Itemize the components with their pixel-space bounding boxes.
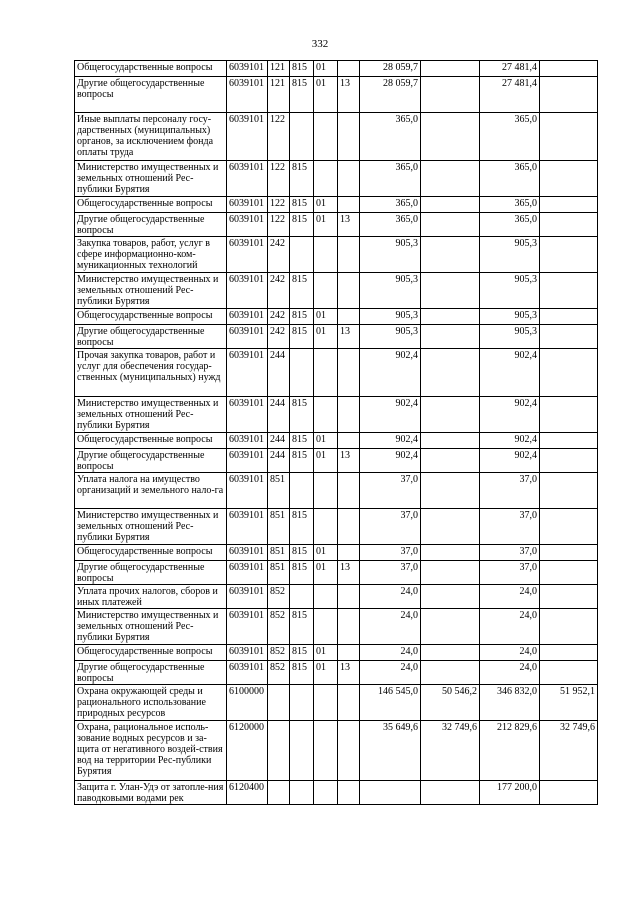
row-value-2	[421, 349, 480, 397]
table-row	[75, 77, 598, 113]
row-vr-code: 852	[268, 609, 290, 645]
row-pr-code	[338, 721, 360, 781]
row-value-3: 24,0	[480, 645, 540, 661]
row-rz-code: 01	[314, 661, 338, 685]
row-csr-code: 6100000	[227, 685, 268, 721]
table-row	[75, 113, 598, 161]
row-pr-code: 13	[338, 449, 360, 473]
table-row	[75, 197, 598, 213]
row-csr-code: 6039101	[227, 349, 268, 397]
row-csr-code: 6039101	[227, 213, 268, 237]
row-vr-code: 851	[268, 545, 290, 561]
row-pr-code	[338, 161, 360, 197]
table-row	[75, 661, 598, 685]
row-rz-code	[314, 397, 338, 433]
row-value-4	[540, 61, 598, 77]
row-grbs-code: 815	[290, 213, 314, 237]
table-row	[75, 781, 598, 805]
table-row	[75, 545, 598, 561]
row-value-1: 24,0	[360, 585, 421, 609]
row-name: Уплата налога на имущество организаций и земельного нало-га	[75, 473, 227, 509]
row-pr-code	[338, 397, 360, 433]
row-csr-code: 6039101	[227, 449, 268, 473]
row-grbs-code	[290, 473, 314, 509]
row-value-4	[540, 585, 598, 609]
row-grbs-code	[290, 349, 314, 397]
row-value-1	[360, 781, 421, 805]
row-grbs-code: 815	[290, 645, 314, 661]
row-csr-code: 6039101	[227, 433, 268, 449]
row-pr-code: 13	[338, 561, 360, 585]
row-csr-code: 6039101	[227, 609, 268, 645]
row-vr-code: 851	[268, 509, 290, 545]
row-grbs-code: 815	[290, 661, 314, 685]
row-value-2	[421, 213, 480, 237]
row-grbs-code: 815	[290, 609, 314, 645]
table-row	[75, 349, 598, 397]
row-value-3: 37,0	[480, 473, 540, 509]
row-value-3: 905,3	[480, 325, 540, 349]
row-csr-code: 6120000	[227, 721, 268, 781]
row-pr-code	[338, 113, 360, 161]
row-value-2	[421, 585, 480, 609]
row-grbs-code: 815	[290, 545, 314, 561]
row-name: Общегосударственные вопросы	[75, 645, 227, 661]
row-value-1: 905,3	[360, 273, 421, 309]
row-vr-code: 851	[268, 561, 290, 585]
row-vr-code: 122	[268, 161, 290, 197]
row-name: Охрана, рациональное исполь-зование водных ресурсов и за-щита от негативного воздей-ствия вод на территории Рес-публики Бурятия	[75, 721, 227, 781]
row-name: Министерство имущественных и земельных отношений Рес-публики Бурятия	[75, 161, 227, 197]
row-name: Другие общегосударственные вопросы	[75, 561, 227, 585]
row-value-2	[421, 561, 480, 585]
table-row	[75, 561, 598, 585]
row-value-3: 37,0	[480, 545, 540, 561]
row-pr-code: 13	[338, 77, 360, 113]
row-value-4	[540, 113, 598, 161]
row-csr-code: 6039101	[227, 77, 268, 113]
row-value-1: 905,3	[360, 309, 421, 325]
row-value-3: 365,0	[480, 161, 540, 197]
row-grbs-code: 815	[290, 325, 314, 349]
row-value-3: 905,3	[480, 237, 540, 273]
table-row	[75, 273, 598, 309]
row-rz-code: 01	[314, 545, 338, 561]
row-value-3: 365,0	[480, 197, 540, 213]
row-grbs-code	[290, 237, 314, 273]
row-value-4	[540, 545, 598, 561]
row-csr-code: 6039101	[227, 661, 268, 685]
row-value-1: 28 059,7	[360, 77, 421, 113]
row-pr-code	[338, 433, 360, 449]
row-grbs-code: 815	[290, 77, 314, 113]
table-row	[75, 645, 598, 661]
row-value-4	[540, 473, 598, 509]
row-value-2	[421, 473, 480, 509]
row-pr-code	[338, 609, 360, 645]
row-vr-code: 242	[268, 309, 290, 325]
row-value-4: 51 952,1	[540, 685, 598, 721]
row-value-2	[421, 781, 480, 805]
row-vr-code: 122	[268, 197, 290, 213]
row-pr-code	[338, 237, 360, 273]
row-pr-code	[338, 545, 360, 561]
row-value-2	[421, 449, 480, 473]
row-vr-code: 121	[268, 77, 290, 113]
row-name: Защита г. Улан-Удэ от затопле-ния паводковыми водами рек	[75, 781, 227, 805]
row-csr-code: 6039101	[227, 509, 268, 545]
row-value-1: 28 059,7	[360, 61, 421, 77]
row-pr-code: 13	[338, 213, 360, 237]
row-value-2	[421, 325, 480, 349]
row-vr-code: 242	[268, 273, 290, 309]
row-pr-code	[338, 349, 360, 397]
table-body	[75, 61, 598, 805]
row-value-1: 365,0	[360, 197, 421, 213]
row-grbs-code	[290, 685, 314, 721]
row-rz-code	[314, 161, 338, 197]
table-row	[75, 721, 598, 781]
row-value-1: 365,0	[360, 161, 421, 197]
row-grbs-code: 815	[290, 397, 314, 433]
row-name: Общегосударственные вопросы	[75, 545, 227, 561]
row-grbs-code: 815	[290, 509, 314, 545]
row-rz-code	[314, 113, 338, 161]
row-value-1: 365,0	[360, 113, 421, 161]
table-row	[75, 325, 598, 349]
row-name: Министерство имущественных и земельных отношений Рес-публики Бурятия	[75, 609, 227, 645]
row-grbs-code	[290, 585, 314, 609]
row-rz-code: 01	[314, 433, 338, 449]
row-vr-code	[268, 781, 290, 805]
row-name: Общегосударственные вопросы	[75, 309, 227, 325]
row-pr-code	[338, 273, 360, 309]
row-csr-code: 6039101	[227, 325, 268, 349]
table-row	[75, 685, 598, 721]
table-row	[75, 509, 598, 545]
row-value-2	[421, 609, 480, 645]
row-value-3: 902,4	[480, 433, 540, 449]
row-value-1: 902,4	[360, 397, 421, 433]
row-rz-code	[314, 685, 338, 721]
row-value-4	[540, 433, 598, 449]
row-value-3: 902,4	[480, 349, 540, 397]
row-grbs-code: 815	[290, 61, 314, 77]
row-grbs-code	[290, 113, 314, 161]
row-value-3: 27 481,4	[480, 61, 540, 77]
table-row	[75, 397, 598, 433]
row-name: Охрана окружающей среды и рационального использование природных ресурсов	[75, 685, 227, 721]
row-rz-code: 01	[314, 449, 338, 473]
row-value-4	[540, 309, 598, 325]
row-value-2	[421, 61, 480, 77]
row-name: Министерство имущественных и земельных отношений Рес-публики Бурятия	[75, 273, 227, 309]
row-value-1: 902,4	[360, 449, 421, 473]
row-value-4	[540, 509, 598, 545]
row-vr-code: 852	[268, 585, 290, 609]
row-csr-code: 6120400	[227, 781, 268, 805]
row-value-4: 32 749,6	[540, 721, 598, 781]
row-grbs-code: 815	[290, 197, 314, 213]
row-name: Закупка товаров, работ, услуг в сфере информационно-ком-муникационных технологий	[75, 237, 227, 273]
row-name: Другие общегосударственные вопросы	[75, 325, 227, 349]
row-vr-code: 242	[268, 237, 290, 273]
row-value-4	[540, 77, 598, 113]
row-rz-code: 01	[314, 645, 338, 661]
row-value-4	[540, 197, 598, 213]
row-csr-code: 6039101	[227, 561, 268, 585]
table-row	[75, 61, 598, 77]
row-value-3: 902,4	[480, 449, 540, 473]
budget-table	[74, 60, 598, 805]
row-vr-code: 122	[268, 213, 290, 237]
row-value-4	[540, 161, 598, 197]
row-rz-code	[314, 509, 338, 545]
row-pr-code	[338, 645, 360, 661]
row-vr-code: 121	[268, 61, 290, 77]
row-value-2	[421, 161, 480, 197]
table-row	[75, 609, 598, 645]
row-value-2	[421, 645, 480, 661]
row-value-4	[540, 237, 598, 273]
row-value-4	[540, 561, 598, 585]
row-pr-code: 13	[338, 325, 360, 349]
row-rz-code	[314, 349, 338, 397]
row-grbs-code: 815	[290, 449, 314, 473]
row-value-2	[421, 197, 480, 213]
row-value-1: 902,4	[360, 433, 421, 449]
row-vr-code: 244	[268, 397, 290, 433]
row-value-2: 50 546,2	[421, 685, 480, 721]
row-pr-code	[338, 197, 360, 213]
row-rz-code: 01	[314, 197, 338, 213]
row-grbs-code: 815	[290, 161, 314, 197]
row-value-1: 24,0	[360, 661, 421, 685]
row-name: Общегосударственные вопросы	[75, 197, 227, 213]
row-value-4	[540, 397, 598, 433]
row-name: Министерство имущественных и земельных отношений Рес-публики Бурятия	[75, 509, 227, 545]
row-value-4	[540, 273, 598, 309]
row-value-1: 905,3	[360, 325, 421, 349]
row-csr-code: 6039101	[227, 585, 268, 609]
row-pr-code	[338, 509, 360, 545]
row-value-1: 37,0	[360, 509, 421, 545]
row-value-4	[540, 213, 598, 237]
row-csr-code: 6039101	[227, 645, 268, 661]
row-name: Другие общегосударственные вопросы	[75, 661, 227, 685]
row-value-3: 37,0	[480, 509, 540, 545]
row-rz-code: 01	[314, 213, 338, 237]
row-value-1: 24,0	[360, 609, 421, 645]
row-value-3: 905,3	[480, 273, 540, 309]
row-vr-code: 852	[268, 645, 290, 661]
row-value-4	[540, 781, 598, 805]
row-pr-code	[338, 309, 360, 325]
table-row	[75, 433, 598, 449]
row-value-1: 365,0	[360, 213, 421, 237]
row-value-4	[540, 645, 598, 661]
row-pr-code	[338, 61, 360, 77]
row-value-4	[540, 349, 598, 397]
row-value-1: 37,0	[360, 561, 421, 585]
row-pr-code	[338, 685, 360, 721]
row-value-4	[540, 661, 598, 685]
row-grbs-code: 815	[290, 433, 314, 449]
row-name: Общегосударственные вопросы	[75, 433, 227, 449]
row-value-2	[421, 509, 480, 545]
table-row	[75, 585, 598, 609]
row-value-3: 24,0	[480, 609, 540, 645]
row-value-1: 902,4	[360, 349, 421, 397]
row-value-4	[540, 449, 598, 473]
row-csr-code: 6039101	[227, 473, 268, 509]
row-vr-code: 244	[268, 349, 290, 397]
row-vr-code: 852	[268, 661, 290, 685]
row-vr-code: 244	[268, 449, 290, 473]
row-value-3: 905,3	[480, 309, 540, 325]
row-value-2	[421, 433, 480, 449]
row-pr-code	[338, 781, 360, 805]
row-value-2	[421, 661, 480, 685]
table-row	[75, 213, 598, 237]
row-value-1: 37,0	[360, 473, 421, 509]
table-row	[75, 237, 598, 273]
row-value-1: 146 545,0	[360, 685, 421, 721]
table-row	[75, 161, 598, 197]
row-value-3: 37,0	[480, 561, 540, 585]
row-rz-code	[314, 273, 338, 309]
row-rz-code: 01	[314, 309, 338, 325]
row-csr-code: 6039101	[227, 161, 268, 197]
row-value-3: 177 200,0	[480, 781, 540, 805]
row-name: Прочая закупка товаров, работ и услуг для обеспечения государ-ственных (муниципальных) нужд	[75, 349, 227, 397]
row-rz-code	[314, 473, 338, 509]
row-name: Общегосударственные вопросы	[75, 61, 227, 77]
table-row	[75, 449, 598, 473]
row-value-3: 902,4	[480, 397, 540, 433]
row-value-2	[421, 77, 480, 113]
row-pr-code	[338, 473, 360, 509]
row-value-2	[421, 273, 480, 309]
row-value-3: 346 832,0	[480, 685, 540, 721]
row-csr-code: 6039101	[227, 237, 268, 273]
row-vr-code: 244	[268, 433, 290, 449]
row-rz-code	[314, 721, 338, 781]
row-vr-code	[268, 721, 290, 781]
row-name: Другие общегосударственные вопросы	[75, 449, 227, 473]
row-csr-code: 6039101	[227, 309, 268, 325]
row-value-1: 24,0	[360, 645, 421, 661]
row-value-3: 365,0	[480, 213, 540, 237]
row-rz-code: 01	[314, 325, 338, 349]
row-value-2	[421, 309, 480, 325]
row-rz-code: 01	[314, 77, 338, 113]
row-grbs-code	[290, 781, 314, 805]
row-name: Другие общегосударственные вопросы	[75, 77, 227, 113]
row-value-3: 24,0	[480, 585, 540, 609]
row-name: Уплата прочих налогов, сборов и иных платежей	[75, 585, 227, 609]
row-grbs-code: 815	[290, 561, 314, 585]
row-value-1: 905,3	[360, 237, 421, 273]
row-csr-code: 6039101	[227, 545, 268, 561]
row-rz-code	[314, 237, 338, 273]
row-rz-code	[314, 585, 338, 609]
row-csr-code: 6039101	[227, 197, 268, 213]
row-rz-code	[314, 609, 338, 645]
row-rz-code: 01	[314, 61, 338, 77]
row-value-2	[421, 545, 480, 561]
row-name: Другие общегосударственные вопросы	[75, 213, 227, 237]
row-pr-code	[338, 585, 360, 609]
row-csr-code: 6039101	[227, 273, 268, 309]
row-value-4	[540, 609, 598, 645]
row-vr-code	[268, 685, 290, 721]
row-value-1: 37,0	[360, 545, 421, 561]
row-value-2	[421, 397, 480, 433]
row-grbs-code	[290, 721, 314, 781]
row-vr-code: 851	[268, 473, 290, 509]
row-value-2: 32 749,6	[421, 721, 480, 781]
table-row	[75, 473, 598, 509]
row-value-3: 24,0	[480, 661, 540, 685]
row-value-2	[421, 237, 480, 273]
row-grbs-code: 815	[290, 273, 314, 309]
table-row	[75, 309, 598, 325]
row-value-2	[421, 113, 480, 161]
row-csr-code: 6039101	[227, 397, 268, 433]
row-csr-code: 6039101	[227, 113, 268, 161]
row-value-4	[540, 325, 598, 349]
row-vr-code: 242	[268, 325, 290, 349]
row-value-3: 27 481,4	[480, 77, 540, 113]
row-name: Иные выплаты персоналу госу-дарственных (муниципальных) органов, за исключением фонда оплаты труда	[75, 113, 227, 161]
row-value-3: 212 829,6	[480, 721, 540, 781]
row-pr-code: 13	[338, 661, 360, 685]
row-value-1: 35 649,6	[360, 721, 421, 781]
row-rz-code	[314, 781, 338, 805]
page-number: 332	[311, 38, 329, 50]
row-vr-code: 122	[268, 113, 290, 161]
row-name: Министерство имущественных и земельных отношений Рес-публики Бурятия	[75, 397, 227, 433]
row-grbs-code: 815	[290, 309, 314, 325]
row-csr-code: 6039101	[227, 61, 268, 77]
row-rz-code: 01	[314, 561, 338, 585]
row-value-3: 365,0	[480, 113, 540, 161]
